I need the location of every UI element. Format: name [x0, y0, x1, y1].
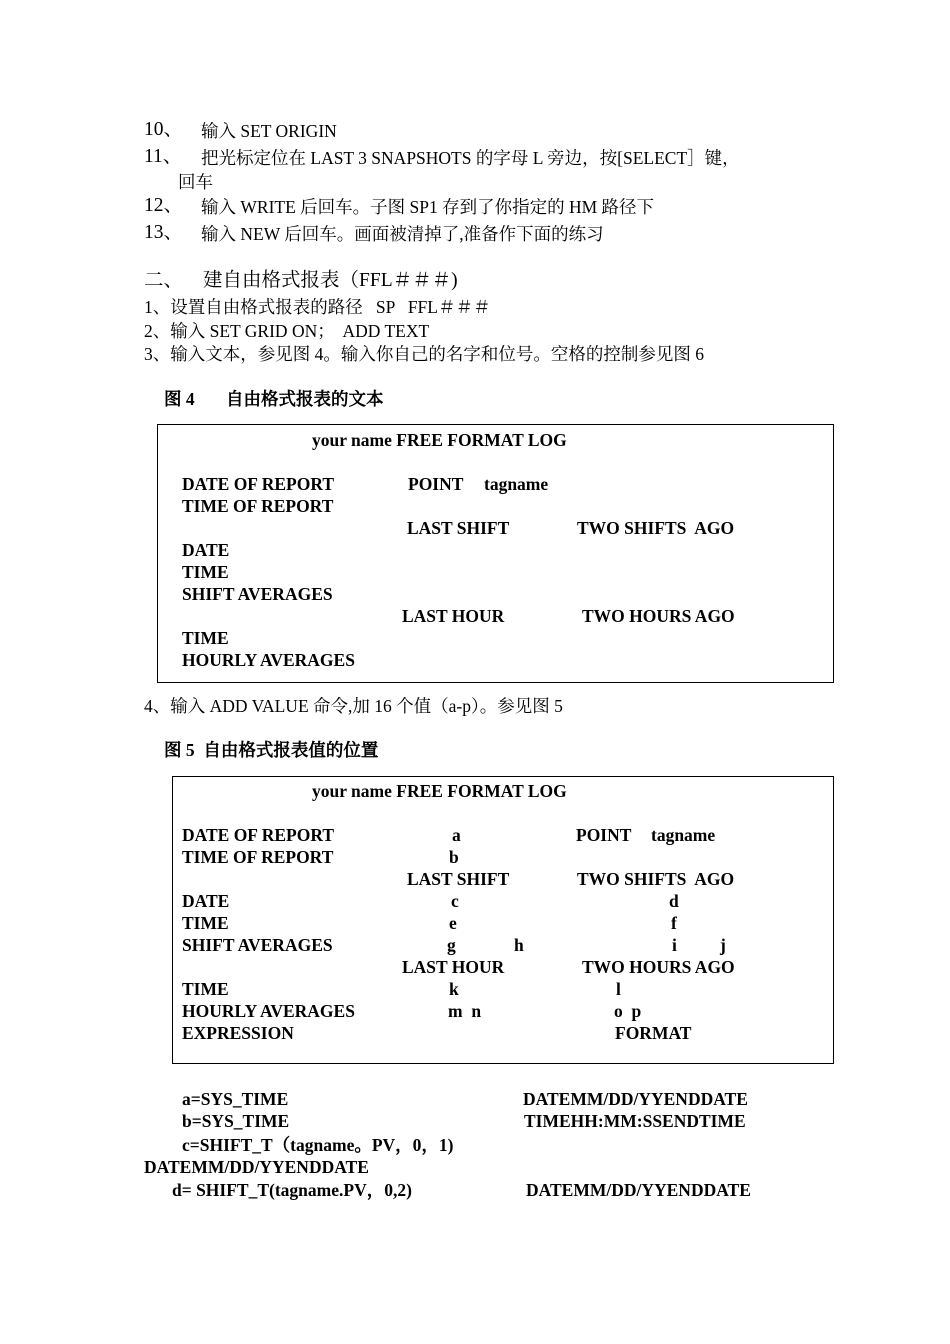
fig5-value-c: c: [451, 891, 459, 911]
fig4-tagname: tagname: [484, 474, 549, 494]
fig5-value-a: a: [452, 825, 461, 845]
fig5-last-hour: LAST HOUR: [402, 957, 505, 977]
fig5-expression: EXPRESSION: [182, 1023, 294, 1043]
fig5-date-of-report: DATE OF REPORT: [182, 825, 335, 845]
fig5-two-shifts-ago: TWO SHIFTS AGO: [577, 869, 735, 889]
fig4-two-hours-ago: TWO HOURS AGO: [582, 606, 735, 626]
fig4-time: TIME: [182, 562, 229, 582]
definition-b-expression: b=SYS_TIME: [182, 1111, 290, 1131]
definition-c-format: DATEMM/DD/YYENDDATE: [144, 1157, 369, 1177]
fig4-last-hour: LAST HOUR: [402, 606, 505, 626]
fig5-value-h: h: [514, 935, 524, 955]
fig5-value-i: i: [672, 935, 677, 955]
fig5-value-op: o p: [614, 1001, 642, 1021]
fig5-format: FORMAT: [615, 1023, 692, 1043]
fig5-caption: 图 5 自由格式报表值的位置: [164, 740, 379, 760]
fig5-value-e: e: [449, 913, 457, 933]
instruction-4: 4、输入 ADD VALUE 命令,加 16 个值（a-p）。参见图 5: [144, 696, 563, 716]
fig5-tagname: tagname: [651, 825, 716, 845]
fig5-time-2: TIME: [182, 979, 229, 999]
fig4-title: your name FREE FORMAT LOG: [312, 430, 567, 450]
fig5-time: TIME: [182, 913, 229, 933]
fig5-last-shift: LAST SHIFT: [407, 869, 510, 889]
step-13-number: 13、: [144, 222, 184, 243]
step-12-text: 输入 WRITE 后回车。子图 SP1 存到了你指定的 HM 路径下: [201, 197, 655, 217]
fig4-date: DATE: [182, 540, 230, 560]
fig5-shift-averages: SHIFT AVERAGES: [182, 935, 333, 955]
fig5-title: your name FREE FORMAT LOG: [312, 781, 567, 801]
step-10-number: 10、: [144, 119, 184, 140]
fig5-hourly-averages: HOURLY AVERAGES: [182, 1001, 355, 1021]
step-10-text: 输入 SET ORIGIN: [201, 121, 337, 141]
definition-a-expression: a=SYS_TIME: [182, 1089, 289, 1109]
fig5-value-d: d: [669, 891, 679, 911]
fig5-value-mn: m n: [448, 1001, 482, 1021]
fig5-value-g: g: [447, 935, 456, 955]
section-title: 建自由格式报表（FFL＃＃＃): [203, 270, 458, 291]
fig4-shift-averages: SHIFT AVERAGES: [182, 584, 333, 604]
fig4-last-shift: LAST SHIFT: [407, 518, 510, 538]
fig4-report-box: [157, 424, 834, 683]
fig5-date: DATE: [182, 891, 230, 911]
fig5-value-f: f: [671, 913, 677, 933]
step-11-number: 11、: [144, 146, 183, 167]
fig4-two-shifts-ago: TWO SHIFTS AGO: [577, 518, 735, 538]
step-13-text: 输入 NEW 后回车。画面被清掉了,准备作下面的练习: [201, 224, 604, 244]
fig5-point: POINT: [576, 825, 632, 845]
instruction-2: 2、输入 SET GRID ON； ADD TEXT: [144, 321, 430, 341]
fig4-time-2: TIME: [182, 628, 229, 648]
definition-c-expression: c=SHIFT_T（tagname。PV，0，1): [182, 1135, 454, 1155]
step-11-text: 把光标定位在 LAST 3 SNAPSHOTS 的字母 L 旁边，按[SELECT］键，: [201, 148, 740, 168]
fig4-date-of-report: DATE OF REPORT: [182, 474, 335, 494]
instruction-1: 1、设置自由格式报表的路径 SP FFL＃＃＃: [144, 297, 491, 317]
instruction-3: 3、输入文本，参见图 4。输入你自己的名字和位号。空格的控制参见图 6: [144, 344, 704, 364]
fig4-hourly-averages: HOURLY AVERAGES: [182, 650, 355, 670]
definition-d-format: DATEMM/DD/YYENDDATE: [526, 1180, 751, 1200]
fig5-value-j: j: [720, 935, 726, 955]
fig4-time-of-report: TIME OF REPORT: [182, 496, 334, 516]
fig4-caption-text: 自由格式报表的文本: [226, 389, 384, 409]
section-number: 二、: [144, 270, 184, 291]
fig5-value-b: b: [449, 847, 459, 867]
fig5-two-hours-ago: TWO HOURS AGO: [582, 957, 735, 977]
fig4-point: POINT: [408, 474, 464, 494]
definition-a-format: DATEMM/DD/YYENDDATE: [523, 1089, 748, 1109]
step-12-number: 12、: [144, 195, 184, 216]
fig5-time-of-report: TIME OF REPORT: [182, 847, 334, 867]
step-11-continuation: 回车: [178, 172, 213, 192]
definition-d-expression: d= SHIFT_T(tagname.PV，0,2): [172, 1180, 412, 1200]
fig5-value-l: l: [616, 979, 621, 999]
fig4-caption-number: 图 4: [164, 389, 195, 409]
fig5-value-k: k: [449, 979, 459, 999]
definition-b-format: TIMEHH:MM:SSENDTIME: [524, 1111, 746, 1131]
